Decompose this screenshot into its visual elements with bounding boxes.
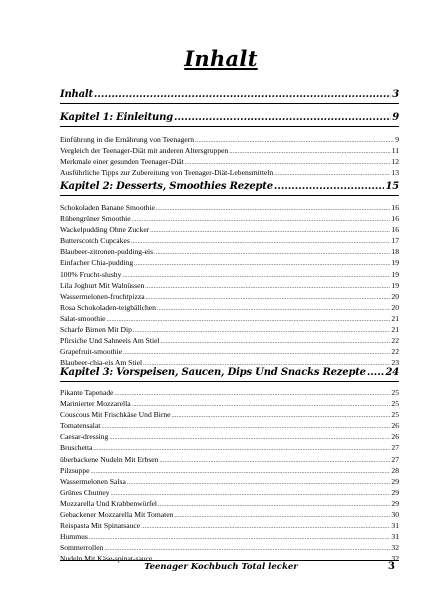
dot-leader (174, 511, 390, 522)
dot-leader (134, 259, 390, 270)
toc-section-2 (60, 180, 399, 368)
toc-entry[interactable] (60, 291, 399, 302)
toc-entry[interactable] (60, 409, 399, 420)
toc-heading-label: Inhalt (60, 89, 93, 100)
toc-entry-label: Hummus (60, 532, 88, 542)
toc-entry[interactable] (60, 224, 399, 235)
dot-leader (154, 248, 390, 259)
toc-entry-page: 26 (391, 421, 399, 431)
toc-entry-page: 32 (391, 543, 399, 553)
toc-entry-page: 26 (391, 432, 399, 442)
dot-leader (115, 389, 391, 400)
toc-entry-page: 31 (391, 521, 399, 531)
dot-leader (123, 348, 390, 359)
toc-entry-page: 22 (391, 347, 399, 357)
toc-entry-page: 11 (391, 146, 399, 156)
toc-entry-page: 30 (391, 510, 399, 520)
footer-rule (60, 560, 399, 561)
toc-entry[interactable] (60, 431, 399, 442)
toc-entry-page: 17 (391, 236, 399, 246)
toc-entry-label: Einfacher Chia-pudding (60, 258, 134, 268)
toc-heading[interactable] (60, 366, 399, 382)
toc-entry[interactable] (60, 302, 399, 313)
toc-entry[interactable] (60, 335, 399, 346)
toc-entry-label: Pfirsiche Und Sahneeis Am Stiel (60, 336, 160, 346)
toc-entry-label: Pilzsuppe (60, 465, 90, 475)
toc-entry[interactable] (60, 509, 399, 520)
toc-entry-page: 19 (391, 258, 399, 268)
toc-entry-label: Lila Joghurt Mit Walnüssen (60, 280, 145, 290)
dot-leader (109, 433, 390, 444)
toc-entry-label: Vergleich der Teenager-Diät mit anderen Altersgruppen (60, 146, 229, 156)
toc-entry-page: 23 (391, 358, 399, 368)
toc-entry[interactable] (60, 420, 399, 431)
toc-entry[interactable] (60, 202, 399, 213)
toc-entry-label: 100% Frucht-slushy (60, 269, 122, 279)
toc-entry-label: Grapefruit-smoothie (60, 347, 122, 357)
dot-leader (91, 467, 391, 478)
toc-entry-page: 25 (391, 388, 399, 397)
toc-entry-page: 16 (391, 214, 399, 224)
toc-section-1 (60, 111, 399, 178)
footer-book-title: Teenager Kochbuch Total lecker (144, 562, 298, 572)
dot-leader (122, 271, 390, 282)
toc-entry-label: Caesar-dressing (60, 432, 109, 442)
toc-heading[interactable] (60, 111, 399, 127)
toc-entry-label: Sommerrollen (60, 543, 104, 553)
toc-entry-label: Rosa Schokoladen-teigbällchen (60, 302, 156, 312)
toc-entry-page: 20 (391, 302, 399, 312)
toc-entry-page: 21 (391, 313, 399, 323)
toc-entry-label: Wassermelonen-fruchtpizza (60, 291, 145, 301)
toc-entry[interactable] (60, 542, 399, 553)
toc-entry[interactable] (60, 476, 399, 487)
toc-heading-page: 24 (385, 367, 399, 378)
toc-entry-page: 28 (391, 465, 399, 475)
toc-entry-page: 16 (391, 203, 399, 212)
toc-entry-label: Rübengrüner Smoothie (60, 214, 131, 224)
dot-leader (158, 500, 390, 511)
dot-leader (156, 204, 391, 215)
toc-entry-label: Tomatensalat (60, 421, 101, 431)
toc-entry-label: Couscous Mit Frischkäse Und Birne (60, 410, 171, 420)
toc-heading-label: Kapitel 3: Vorspeisen, Saucen, Dips Und Snacks Rezepte (60, 367, 366, 378)
toc-entry[interactable] (60, 454, 399, 465)
toc-entry-page: 19 (391, 280, 399, 290)
toc-entry-label: überbackene Nudeln Mit Erbsen (60, 454, 159, 464)
dot-leader (132, 215, 391, 226)
dot-leader (133, 326, 390, 337)
toc-entry[interactable] (60, 498, 399, 509)
toc-entry-label: Salat-smoothie (60, 313, 106, 323)
toc-heading-page: 9 (392, 112, 399, 123)
dot-leader (229, 147, 390, 158)
dot-leader (274, 169, 390, 180)
toc-entry[interactable] (60, 387, 399, 398)
toc-entry-page: 13 (391, 168, 399, 178)
toc-heading-label: Kapitel 2: Desserts, Smoothies Rezepte (60, 181, 273, 192)
toc-entry[interactable] (60, 487, 399, 498)
toc-heading[interactable] (60, 180, 399, 196)
toc-entry-page: 16 (391, 225, 399, 235)
toc-entry-label: Wassermelonen Salsa (60, 476, 126, 486)
toc-entry-page: 29 (391, 498, 399, 508)
toc-entry-label: Blaubeer-zitronen-pudding-eis (60, 247, 154, 257)
toc-section-3 (60, 366, 399, 565)
toc-entry[interactable] (60, 531, 399, 542)
toc-entry-page: 19 (391, 269, 399, 279)
toc-entry[interactable] (60, 313, 399, 324)
dot-leader (172, 411, 391, 422)
toc-heading-inhalt[interactable] (60, 88, 399, 104)
toc-entry-label: Einführung in die Ernährung von Teenagern (60, 135, 195, 144)
toc-entry-label: Grünes Chutney (60, 487, 110, 497)
toc-entry[interactable] (60, 235, 399, 246)
toc-entry-page: 25 (391, 410, 399, 420)
toc-entry-label: Nudeln Mit Käse-spinat-sauce (60, 554, 153, 564)
dot-leader (89, 533, 391, 544)
toc-entry[interactable] (60, 145, 399, 156)
toc-heading-label: Kapitel 1: Einleitung (60, 112, 173, 123)
toc-entry-page: 29 (391, 476, 399, 486)
toc-entry-page: 20 (391, 291, 399, 301)
footer-page-number: 3 (388, 561, 395, 572)
toc-entry-label: Butterscotch Cupcakes (60, 236, 130, 246)
dot-leader (274, 180, 385, 194)
page-title: Inhalt (184, 46, 258, 71)
toc-entry[interactable] (60, 134, 399, 145)
dot-leader (174, 111, 391, 125)
toc-entry-label: Bruschetta (60, 443, 93, 453)
dot-leader (145, 282, 390, 293)
dot-leader (94, 88, 391, 102)
toc-entry[interactable] (60, 213, 399, 224)
toc-entry[interactable] (60, 246, 399, 257)
dot-leader (157, 304, 390, 315)
toc-entry-page: 9 (395, 135, 399, 144)
toc-entry-page: 32 (391, 554, 399, 564)
dot-leader (159, 456, 390, 467)
toc-entry[interactable] (60, 520, 399, 531)
toc-entry[interactable] (60, 269, 399, 280)
toc-entry-label: Scharfe Birnen Mit Dip (60, 325, 132, 335)
toc-entry[interactable] (60, 346, 399, 357)
toc-entry-page: 22 (391, 336, 399, 346)
toc-entry-page: 29 (391, 487, 399, 497)
toc-entry[interactable] (60, 465, 399, 476)
toc-entry-page: 12 (391, 157, 399, 167)
toc-entry-label: Merkmale einer gesunden Teenager-Diät (60, 157, 184, 167)
toc-entry-label: Ausführliche Tipps zur Zubereitung von Teenager-Diät-Lebensmitteln (60, 168, 274, 178)
toc-entry-page: 27 (391, 454, 399, 464)
dot-leader (127, 478, 391, 489)
toc-heading-page: 3 (392, 89, 399, 100)
toc-entry-label: Wackelpudding Ohne Zucker (60, 225, 150, 235)
dot-leader (141, 522, 390, 533)
toc-entry-label: Pikante Tapenade (60, 388, 114, 397)
dot-leader (101, 422, 390, 433)
toc-entry-label: Gebackener Mozzarella Mit Tomaten (60, 510, 174, 520)
dot-leader (367, 366, 385, 380)
toc-entry-label: Mozzarella Und Krabbenwürfel (60, 498, 157, 508)
toc-entry-label: Reispasta Mit Spinatsauce (60, 521, 141, 531)
dot-leader (161, 337, 391, 348)
toc-heading-page: 15 (385, 181, 399, 192)
toc-entry-label: Marinierter Mozzarella (60, 399, 131, 409)
toc-entry-page: 31 (391, 532, 399, 542)
dot-leader (150, 226, 390, 237)
toc-entry[interactable] (60, 398, 399, 409)
toc-top (60, 88, 399, 104)
toc-entry-label: Schokoladen Banane Smoothie (60, 203, 155, 212)
toc-entry-page: 21 (391, 325, 399, 335)
toc-entry[interactable] (60, 156, 399, 167)
dot-leader (131, 237, 391, 248)
toc-entry[interactable] (60, 280, 399, 291)
toc-entry[interactable] (60, 257, 399, 268)
dot-leader (146, 293, 391, 304)
toc-entry-page: 25 (391, 399, 399, 409)
toc-entry-page: 27 (391, 443, 399, 453)
toc-entry[interactable] (60, 324, 399, 335)
toc-entry-page: 18 (391, 247, 399, 257)
dot-leader (107, 315, 391, 326)
toc-entry[interactable] (60, 167, 399, 178)
toc-entry-label: Blaubeer-chia-eis Am Stiel (60, 358, 143, 368)
toc-entry[interactable] (60, 442, 399, 453)
